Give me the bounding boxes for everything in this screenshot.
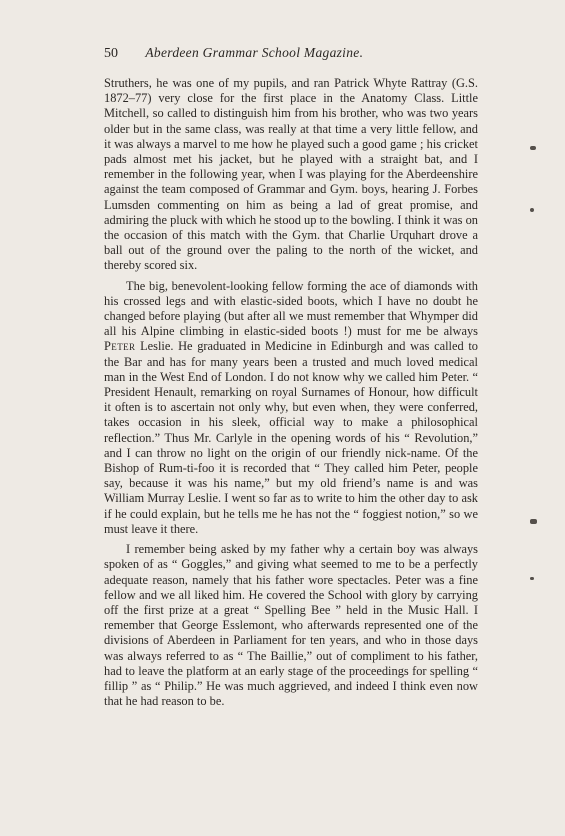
running-title: Aberdeen Grammar School Magazine.: [145, 45, 364, 60]
paragraph-goggles-spelling-bee: I remember being asked by my father why a certain boy was always spoken of as “ Goggles,” and giving what seemed to me to be a perfectly adequate reason, namely that his father wore spectacles. Peter was a fine fellow and we all liked him. He covered the School with glory by carrying off the first prize at a great “ Spelling Bee ” held in the Music Hall. I remember that George Esslemont, who afterwards represented one of the divisions of Aberdeen in Parliament for ten years, and who in those days was always referred to as “ The Baillie,” out of compliment to his father, had to leave the platform at an early stage of the proceedings for spelling “ fillip ” as “ Philip.” He was much aggrieved, and indeed I think even now that he had reason to be.: [104, 542, 478, 709]
paragraph-peter-leslie: [104, 279, 478, 537]
margin-speck: [530, 577, 534, 580]
page-header: [104, 44, 484, 63]
margin-speck: [530, 208, 534, 212]
margin-speck: [530, 146, 536, 150]
paragraph-cricket-recollection: Struthers, he was one of my pupils, and ran Patrick Whyte Rattray (G.S. 1872–77) very close for the first place in the Anatomy Class. Little Mitchell, so called to distinguish him from his brother, who was two years older but in the same class, was really at that time a very little fellow, and it was always a marvel to me how he played such a good game ; his cricket pads almost met his jacket, but he played with a straight bat, and I remember in the following year, when I was playing for the Aberdeenshire against the team composed of Grammar and Gym. boys, hearing J. Forbes Lumsden commenting on him as being a lad of great promise, and admiring the pluck with which he stood up to the bowling. I think it was on the occasion of this match with the Gym. that Charlie Urquhart drove a ball out of the ground over the paling to the north of the wicket, and thereby scored six.: [104, 76, 478, 273]
paragraph-text-after: Leslie. He graduated in Medicine in Edinburgh and was called to the Bar and has for many years been a trusted and much loved medical man in the West End of London. I do not know why we called him Peter. “ President Henault, remarking on royal Surnames of Honour, how difficult it often is to ascertain not only why, but even when, they were conferred, takes occasion in his sleek, official way to make a philosophical reflection.” Thus Mr. Carlyle in the opening words of his “ Revolution,” and I can throw no light on the origin of our friendly nick-name. Of the Bishop of Rum-ti-foo it is recorded that “ They called him Peter, people say, because it was his name,” but my old friend’s name is and was William Murray Leslie. I went so far as to write to him the other day to ask if he could explain, but he tells me he has not the “ foggiest notion,” so we must leave it there.: [104, 339, 478, 536]
margin-speck: [530, 519, 537, 524]
name-smallcaps: Peter: [104, 339, 136, 354]
body-text: [104, 76, 478, 714]
paragraph-text-before: The big, benevolent-looking fellow forming the ace of diamonds with his crossed legs and with elastic-sided boots, which I have no doubt he changed before playing (but after all we must remember that Whymper did all his Alpine climbing in elastic-sided boots !) must for me be always: [104, 278, 478, 339]
page-number: 50: [104, 46, 118, 61]
